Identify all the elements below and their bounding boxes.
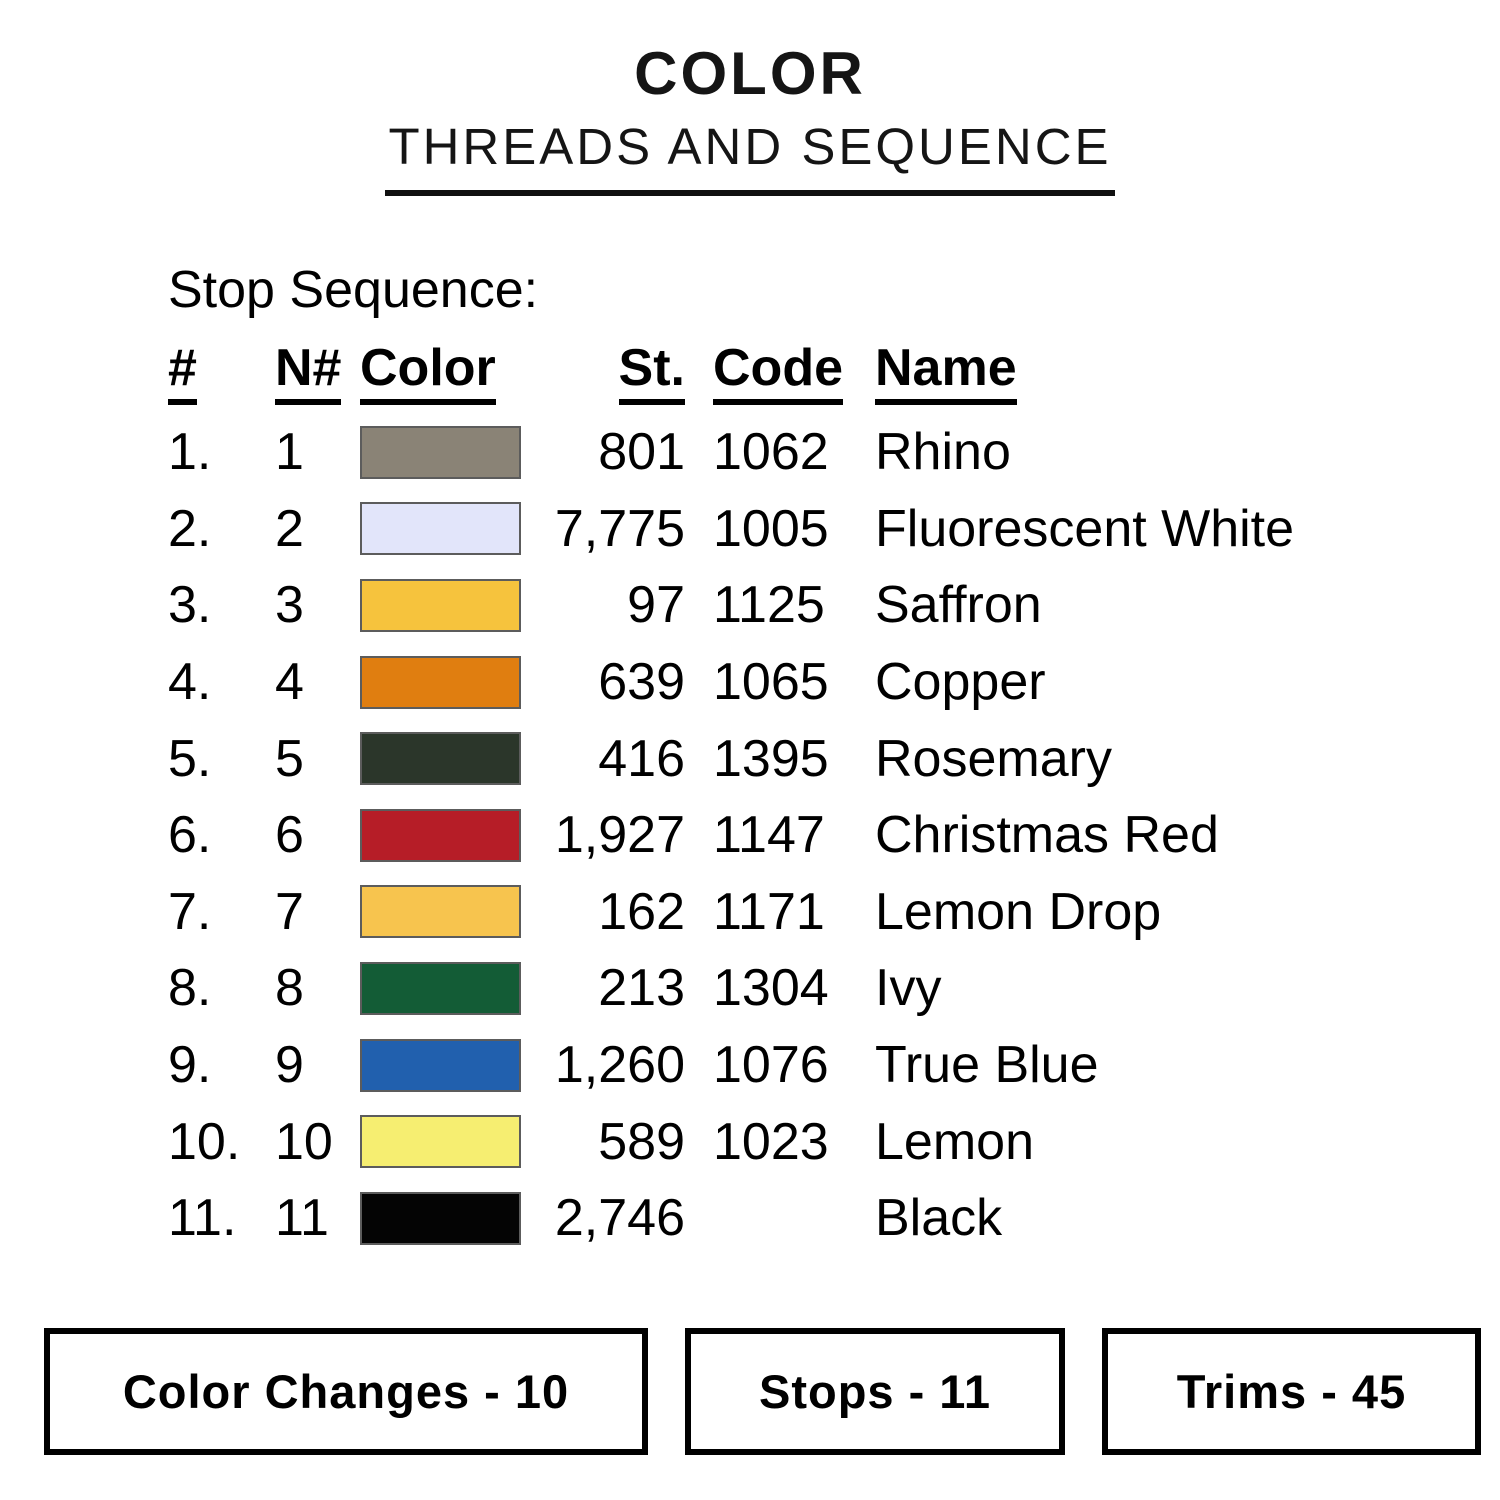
thread-name-cell: Rosemary <box>875 729 1112 788</box>
color-swatch-cell <box>360 502 525 555</box>
color-swatch <box>360 1192 521 1245</box>
color-swatch <box>360 1039 521 1092</box>
thread-name-cell: Ivy <box>875 959 942 1018</box>
thread-code-cell: 1023 <box>713 1112 829 1171</box>
stitch-count-cell: 97 <box>627 576 685 635</box>
stitch-count-cell: 589 <box>598 1112 685 1171</box>
stops-box: Stops - 11 <box>685 1328 1065 1455</box>
thread-code-cell: 1065 <box>713 653 829 712</box>
color-swatch-cell <box>360 1039 525 1092</box>
thread-name-cell: Black <box>875 1189 1003 1248</box>
row-number-cell: 10. <box>168 1112 241 1171</box>
color-swatch <box>360 962 521 1015</box>
color-swatch-cell <box>360 426 525 479</box>
header-stitches: St. <box>525 342 685 405</box>
row-number-cell: 5. <box>168 729 212 788</box>
thread-code-cell: 1125 <box>713 576 825 635</box>
needle-number-cell: 8 <box>275 959 304 1018</box>
thread-row <box>168 491 1458 568</box>
thread-code-cell: 1171 <box>713 882 825 941</box>
header-code: Code <box>713 342 875 405</box>
thread-row <box>168 797 1458 874</box>
color-swatch <box>360 579 521 632</box>
needle-number-cell: 6 <box>275 806 304 865</box>
thread-name-cell: Lemon <box>875 1112 1034 1171</box>
thread-sequence-table <box>168 334 1458 1257</box>
header-name: Name <box>875 342 1458 405</box>
thread-name-cell: Fluorescent White <box>875 499 1295 558</box>
table-header-row <box>168 334 1458 414</box>
title-block <box>0 40 1500 196</box>
needle-number-cell: 5 <box>275 729 304 788</box>
thread-row <box>168 1180 1458 1257</box>
stop-sequence-label: Stop Sequence: <box>168 261 539 319</box>
row-number-cell: 1. <box>168 423 212 482</box>
color-swatch-cell <box>360 579 525 632</box>
color-swatch-cell <box>360 1115 525 1168</box>
color-swatch <box>360 656 521 709</box>
thread-row <box>168 1103 1458 1180</box>
thread-row <box>168 720 1458 797</box>
thread-row <box>168 874 1458 951</box>
row-number-cell: 11. <box>168 1189 237 1248</box>
thread-code-cell: 1062 <box>713 423 829 482</box>
row-number-cell: 7. <box>168 882 212 941</box>
thread-code-cell: 1076 <box>713 1036 829 1095</box>
color-swatch-cell <box>360 809 525 862</box>
needle-number-cell: 3 <box>275 576 304 635</box>
stitch-count-cell: 1,927 <box>554 806 685 865</box>
row-number-cell: 6. <box>168 806 212 865</box>
thread-name-cell: True Blue <box>875 1036 1099 1095</box>
row-number-cell: 3. <box>168 576 212 635</box>
thread-name-cell: Christmas Red <box>875 806 1219 865</box>
needle-number-cell: 11 <box>275 1189 329 1248</box>
thread-row <box>168 644 1458 721</box>
stitch-count-cell: 162 <box>598 882 685 941</box>
thread-code-cell: 1147 <box>713 806 825 865</box>
row-number-cell: 8. <box>168 959 212 1018</box>
color-swatch-cell <box>360 962 525 1015</box>
thread-name-cell: Saffron <box>875 576 1042 635</box>
thread-table-body <box>168 414 1458 1257</box>
page-title: COLOR <box>634 40 866 107</box>
thread-row <box>168 567 1458 644</box>
needle-number-cell: 1 <box>275 423 304 482</box>
color-swatch-cell <box>360 1192 525 1245</box>
color-swatch-cell <box>360 732 525 785</box>
thread-code-cell: 1395 <box>713 729 829 788</box>
thread-code-cell: 1005 <box>713 499 829 558</box>
thread-name-cell: Rhino <box>875 423 1011 482</box>
trims-box: Trims - 45 <box>1102 1328 1481 1455</box>
stitch-count-cell: 801 <box>598 423 685 482</box>
header-color: Color <box>360 342 525 405</box>
color-swatch <box>360 732 521 785</box>
needle-number-cell: 7 <box>275 882 304 941</box>
stitch-count-cell: 7,775 <box>554 499 685 558</box>
color-swatch-cell <box>360 656 525 709</box>
row-number-cell: 9. <box>168 1036 212 1095</box>
needle-number-cell: 10 <box>275 1112 333 1171</box>
needle-number-cell: 9 <box>275 1036 304 1095</box>
color-swatch <box>360 502 521 555</box>
needle-number-cell: 4 <box>275 653 304 712</box>
color-swatch <box>360 885 521 938</box>
thread-row <box>168 414 1458 491</box>
stitch-count-cell: 416 <box>598 729 685 788</box>
stitch-count-cell: 2,746 <box>554 1189 685 1248</box>
stitch-count-cell: 213 <box>598 959 685 1018</box>
row-number-cell: 4. <box>168 653 212 712</box>
color-swatch <box>360 809 521 862</box>
page-subtitle: THREADS AND SEQUENCE <box>388 118 1112 175</box>
color-swatch <box>360 1115 521 1168</box>
thread-name-cell: Copper <box>875 653 1046 712</box>
stitch-count-cell: 1,260 <box>554 1036 685 1095</box>
thread-name-cell: Lemon Drop <box>875 882 1162 941</box>
stitch-count-cell: 639 <box>598 653 685 712</box>
title-underline <box>385 190 1115 196</box>
color-swatch <box>360 426 521 479</box>
thread-row <box>168 1027 1458 1104</box>
header-num: # <box>168 342 275 405</box>
row-number-cell: 2. <box>168 499 212 558</box>
header-needle: N# <box>275 342 360 405</box>
thread-code-cell: 1304 <box>713 959 829 1018</box>
thread-row <box>168 950 1458 1027</box>
needle-number-cell: 2 <box>275 499 304 558</box>
summary-stats <box>44 1328 1481 1455</box>
color-swatch-cell <box>360 885 525 938</box>
color-changes-box: Color Changes - 10 <box>44 1328 648 1455</box>
